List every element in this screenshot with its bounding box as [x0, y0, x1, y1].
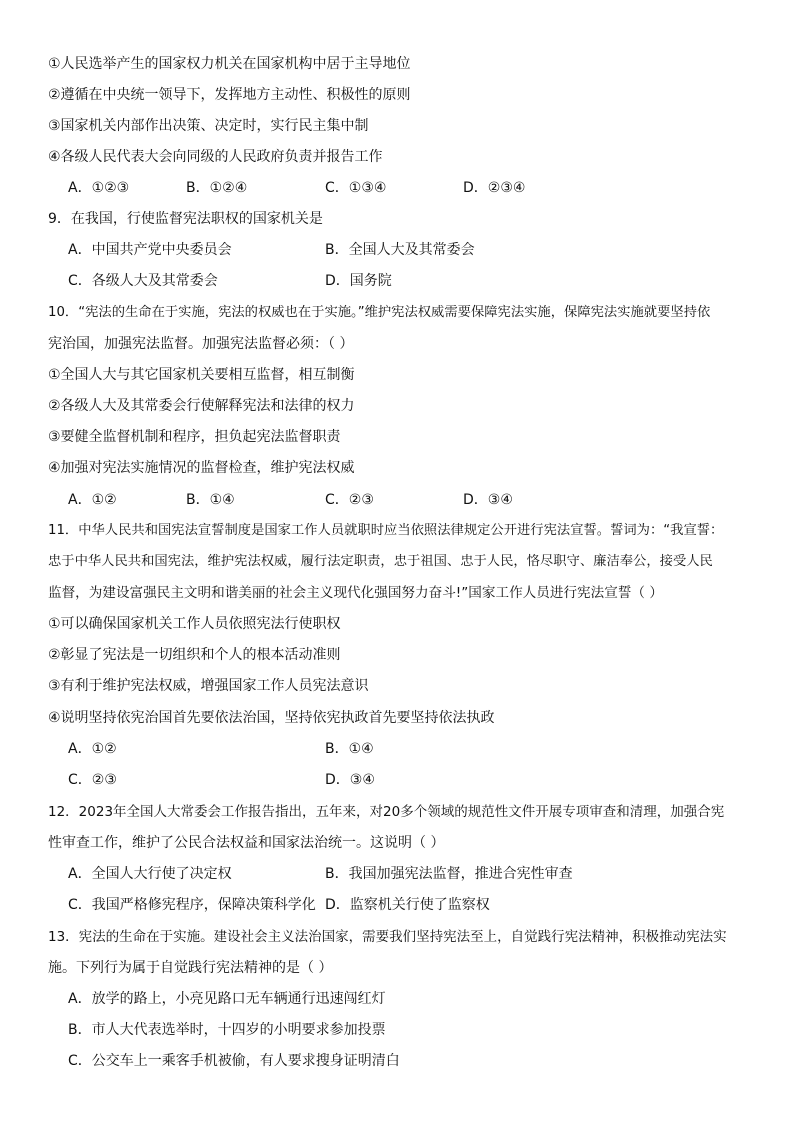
q9-option-b: B．全国人大及其常委会	[325, 242, 475, 258]
q8-option-a: A．①②③	[68, 180, 130, 196]
q11-stem-line-3: 监督，为建设富强民主文明和谐美丽的社会主义现代化强国努力奋斗!”国家工作人员进行宪法宣誓（ ）	[48, 585, 663, 601]
q10-item-1: ①全国人大与其它国家机关要相互监督，相互制衡	[48, 367, 355, 383]
q9-stem: 9．在我国，行使监督宪法职权的国家机关是	[48, 211, 323, 227]
q11-item-2: ②彰显了宪法是一切组织和个人的根本活动准则	[48, 647, 341, 663]
q8-option-c: C．①③④	[325, 180, 387, 196]
q10-option-b: B．①④	[186, 492, 235, 508]
q8-item-2: ②遵循在中央统一领导下，发挥地方主动性、积极性的原则	[48, 87, 411, 103]
q9-option-c: C．各级人大及其常委会	[68, 273, 218, 289]
q13-option-b: B．市人大代表选举时，十四岁的小明要求参加投票	[68, 1022, 386, 1038]
q11-option-d: D．③④	[325, 772, 375, 788]
q11-stem-line-2: 忠于中华人民共和国宪法，维护宪法权威，履行法定职责，忠于祖国、忠于人民，恪尽职守、廉洁奉公，接受人民	[48, 554, 713, 569]
q13-stem-line-1: 13．宪法的生命在于实施。建设社会主义法治国家，需要我们坚持宪法至上，自觉践行宪法精神，积极推动宪法实	[48, 929, 727, 945]
q10-option-d: D．③④	[463, 492, 513, 508]
q12-option-a: A．全国人大行使了决定权	[68, 866, 232, 882]
q12-stem-line-1: 12．2023年全国人大常委会工作报告指出，五年来，对20多个领域的规范性文件开展专项审查和清理，加强合宪	[48, 804, 725, 820]
q11-item-3: ③有利于维护宪法权威，增强国家工作人员宪法意识	[48, 678, 369, 694]
q11-stem-line-1: 11．中华人民共和国宪法宣誓制度是国家工作人员就职时应当依照法律规定公开进行宪法宣誓。誓词为：“我宣誓：	[48, 523, 724, 538]
q9-option-a: A．中国共产党中央委员会	[68, 242, 232, 258]
q10-item-3: ③要健全监督机制和程序，担负起宪法监督职责	[48, 429, 341, 445]
q11-option-a: A．①②	[68, 741, 117, 757]
q11-item-4: ④说明坚持依宪治国首先要依法治国，坚持依宪执政首先要坚持依法执政	[48, 710, 495, 726]
q12-option-d: D．监察机关行使了监察权	[325, 897, 490, 913]
q10-item-2: ②各级人大及其常委会行使解释宪法和法律的权力	[48, 398, 355, 414]
q10-stem-line-2: 宪治国，加强宪法监督。加强宪法监督必须：（ ）	[48, 336, 354, 352]
q12-option-b: B．我国加强宪法监督，推进合宪性审查	[325, 866, 573, 882]
q10-option-a: A．①②	[68, 492, 117, 508]
q13-stem-line-2: 施。下列行为属于自觉践行宪法精神的是（ ）	[48, 960, 333, 976]
q13-option-a: A．放学的路上，小亮见路口无车辆通行迅速闯红灯	[68, 991, 386, 1007]
q9-option-d: D．国务院	[325, 273, 392, 289]
q8-option-d: D．②③④	[463, 180, 526, 196]
q8-item-1: ①人民选举产生的国家权力机关在国家机构中居于主导地位	[48, 56, 411, 72]
q8-option-b: B．①②④	[186, 180, 248, 196]
q11-option-c: C．②③	[68, 772, 117, 788]
q8-item-3: ③国家机关内部作出决策、决定时，实行民主集中制	[48, 118, 369, 134]
q10-stem-line-1: 10．“宪法的生命在于实施，宪法的权威也在于实施。”维护宪法权威需要保障宪法实施，保障宪法实施就要坚持依	[48, 305, 711, 320]
q11-item-1: ①可以确保国家机关工作人员依照宪法行使职权	[48, 616, 341, 632]
q8-item-4: ④各级人民代表大会向同级的人民政府负责并报告工作	[48, 149, 383, 165]
q12-stem-line-2: 性审查工作，维护了公民合法权益和国家法治统一。这说明（ ）	[48, 835, 445, 851]
q11-option-b: B．①④	[325, 741, 374, 757]
q13-option-c: C．公交车上一乘客手机被偷，有人要求搜身证明清白	[68, 1053, 400, 1069]
q10-option-c: C．②③	[325, 492, 374, 508]
q10-item-4: ④加强对宪法实施情况的监督检查，维护宪法权威	[48, 460, 355, 476]
q12-option-c: C．我国严格修宪程序，保障决策科学化	[68, 897, 316, 913]
